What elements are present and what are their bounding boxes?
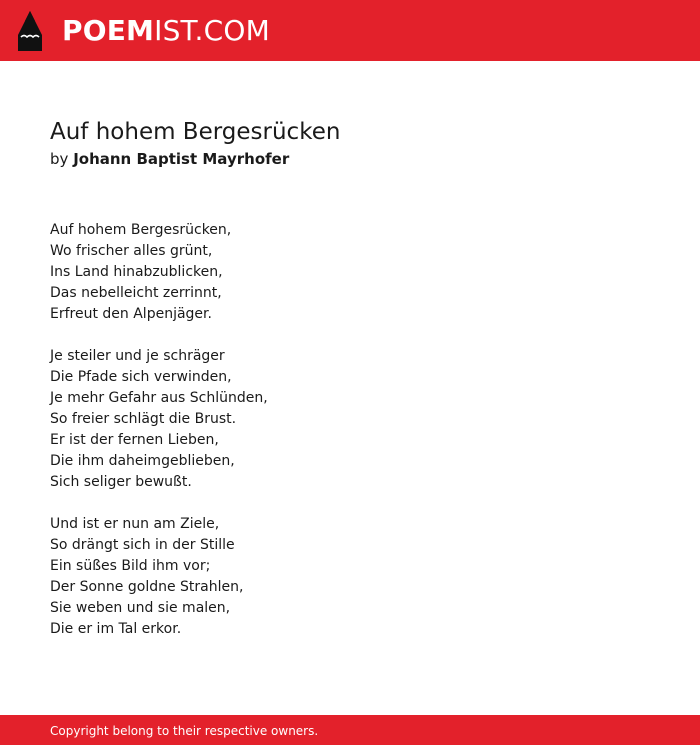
poem-content bbox=[50, 116, 670, 661]
site-logo[interactable] bbox=[62, 14, 270, 48]
poem-line: Das nebelleicht zerrinnt, bbox=[50, 285, 222, 301]
poem-line: Erfreut den Alpenjäger. bbox=[50, 306, 212, 322]
poem-line: Wo frischer alles grünt, bbox=[50, 243, 213, 259]
poem-line: Sie weben und sie malen, bbox=[50, 600, 231, 616]
poem-line: Der Sonne goldne Strahlen, bbox=[50, 579, 244, 595]
poem-byline bbox=[50, 148, 670, 170]
stanza-3 bbox=[50, 514, 670, 640]
logo-bold-text: POEM bbox=[62, 14, 155, 47]
poem-line: Die er im Tal erkor. bbox=[50, 621, 182, 637]
poem-line: Und ist er nun am Ziele, bbox=[50, 516, 220, 532]
logo-light-text: IST.COM bbox=[154, 14, 270, 47]
byline-prefix: by bbox=[50, 150, 69, 168]
poem-line: Die ihm daheimgeblieben, bbox=[50, 453, 235, 469]
poem-title: Auf hohem Bergesrücken bbox=[50, 119, 341, 145]
poem-line: Ein süßes Bild ihm vor; bbox=[50, 558, 211, 574]
stanza-2 bbox=[50, 346, 670, 493]
site-footer bbox=[0, 715, 700, 745]
poem-line: Die Pfade sich verwinden, bbox=[50, 369, 232, 385]
poem-line: Ins Land hinabzublicken, bbox=[50, 264, 223, 280]
poem-line: Je mehr Gefahr aus Schlünden, bbox=[50, 390, 268, 406]
site-header bbox=[0, 0, 700, 61]
copyright-text: Copyright belong to their respective owners. bbox=[50, 724, 319, 738]
stanza-1 bbox=[50, 220, 670, 325]
poem-line: Je steiler und je schräger bbox=[50, 348, 225, 364]
poem-line: So drängt sich in der Stille bbox=[50, 537, 235, 553]
poem-body bbox=[50, 220, 670, 640]
poem-line: So freier schlägt die Brust. bbox=[50, 411, 237, 427]
author-name[interactable]: Johann Baptist Mayrhofer bbox=[73, 150, 290, 168]
pencil-tip-icon[interactable] bbox=[18, 11, 42, 51]
poem-line: Auf hohem Bergesrücken, bbox=[50, 222, 232, 238]
poem-line: Er ist der fernen Lieben, bbox=[50, 432, 219, 448]
poem-line: Sich seliger bewußt. bbox=[50, 474, 192, 490]
